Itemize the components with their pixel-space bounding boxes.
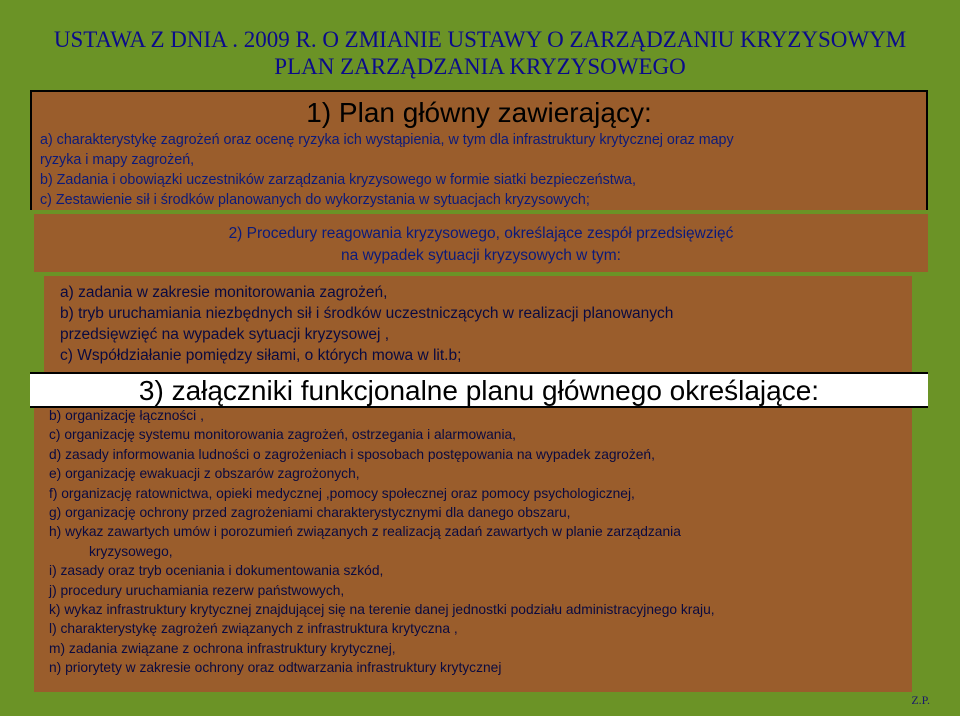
section-3-item: g) organizację ochrony przed zagrożeniami charakterystycznymi dla danego obszaru, [49, 505, 571, 521]
footer-initials: Z.P. [911, 693, 930, 707]
section-2-items-box [44, 276, 912, 372]
document-title-line-2: PLAN ZARZĄDZANIA KRYZYSOWEGO [274, 54, 686, 79]
section-1-item: c) Zestawienie sił i środków planowanych do wykorzystania w sytuacjach kryzysowych; [40, 192, 590, 208]
section-3-item: f) organizację ratownictwa, opieki medycznej ,pomocy społecznej oraz pomocy psychologicznej, [49, 485, 635, 501]
section-3-item: k) wykaz infrastruktury krytycznej znajdującej się na terenie danej jednostki podziału administracyjnego kraju, [49, 602, 715, 618]
section-1-box [30, 90, 928, 210]
section-1-item: a) charakterystykę zagrożeń oraz ocenę ryzyka ich wystąpienia, w tym dla infrastruktury krytycznej oraz mapy [40, 132, 734, 148]
section-3-item: e) organizację ewakuacji z obszarów zagrożonych, [49, 466, 360, 482]
section-3-item: l) charakterystykę zagrożeń związanych z infrastruktura krytyczna , [49, 621, 458, 637]
section-3-item: m) zadania związane z ochrona infrastruktury krytycznej, [49, 640, 396, 656]
section-2-item: przedsięwzięć na wypadek sytuacji kryzysowej , [60, 326, 390, 343]
section-1-heading: 1) Plan główny zawierający: [306, 97, 652, 128]
section-2-item: a) zadania w zakresie monitorowania zagrożeń, [60, 284, 388, 301]
section-1-item: b) Zadania i obowiązki uczestników zarządzania kryzysowego w formie siatki bezpieczeństwa, [40, 172, 636, 188]
section-2-item: c) Współdziałanie pomiędzy siłami, o których mowa w lit.b; [60, 347, 462, 364]
section-3-item: c) organizację systemu monitorowania zagrożeń, ostrzegania i alarmowania, [49, 427, 517, 443]
section-3-item: d) zasady informowania ludności o zagrożeniach i sposobach postępowania na wypadek zagrożeń, [49, 446, 655, 462]
document-title-line-1: USTAWA Z DNIA . 2009 R. O ZMIANIE USTAWY O ZARZĄDZANIU KRYZYSOWYM [53, 27, 907, 52]
section-3-item: n) priorytety w zakresie ochrony oraz odtwarzania infrastruktury krytycznej [49, 660, 502, 676]
section-3-item: kryzysowego, [89, 543, 173, 559]
section-2-box [34, 214, 928, 272]
section-3-heading: 3) załączniki funkcjonalne planu głównego określające: [30, 372, 928, 408]
section-3-box [34, 408, 912, 692]
section-1-item: ryzyka i mapy zagrożeń, [40, 152, 195, 168]
section-2-heading-line-2: na wypadek sytuacji kryzysowych w tym: [341, 247, 621, 264]
section-3-item: b) organizację łączności , [49, 408, 204, 423]
section-2-item: b) tryb uruchamiania niezbędnych sił i środków uczestniczących w realizacji planowanych [60, 305, 674, 322]
section-3-item: h) wykaz zawartych umów i porozumień związanych z realizacją zadań zawartych w planie zarządzania [49, 524, 681, 540]
section-3-item: i) zasady oraz tryb oceniania i dokumentowania szkód, [49, 563, 384, 579]
section-2-heading-line-1: 2) Procedury reagowania kryzysowego, określające zespół przedsięwzięć [228, 225, 734, 242]
section-3-item: j) procedury uruchamiania rezerw państwowych, [49, 582, 345, 598]
